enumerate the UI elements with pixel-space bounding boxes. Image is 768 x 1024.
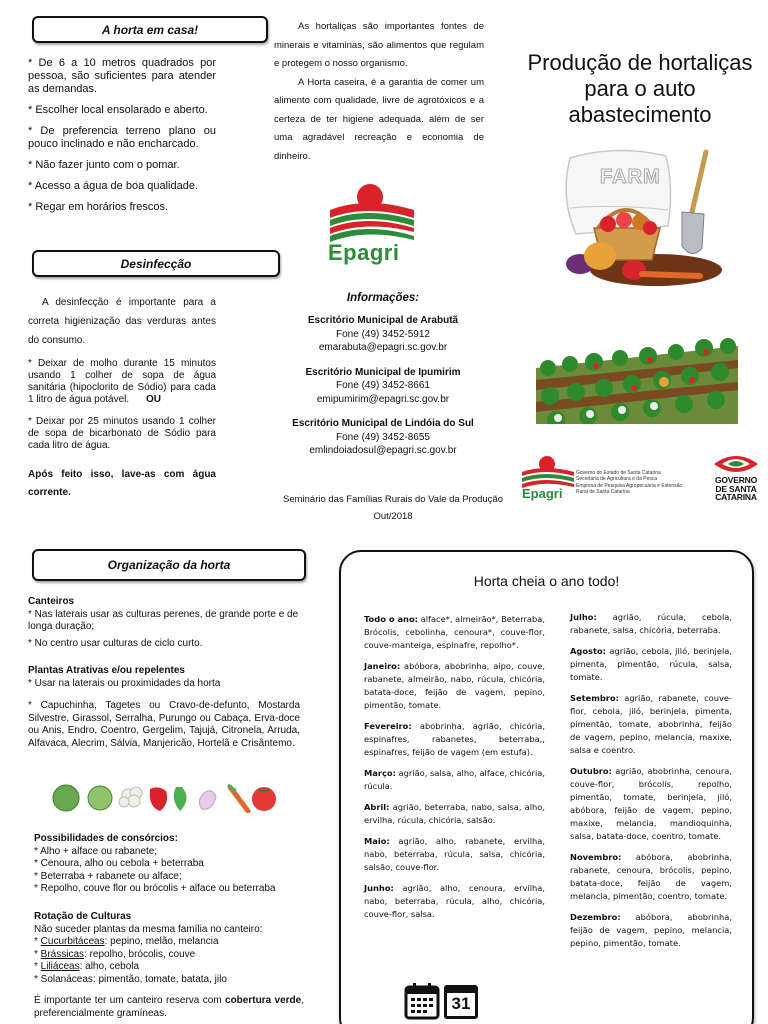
plantas-heading: Plantas Atrativas e/ou repelentes [28, 665, 185, 676]
vegetable-garden-illustration [536, 328, 738, 424]
bullet-3: * De preferencia terreno plano ou pouco inclinado e não encharcado. [28, 125, 216, 150]
cal-abril [364, 801, 545, 827]
bullet-1: * De 6 a 10 metros quadrados por pessoa, são suficientes para atender as demandas. [28, 57, 216, 95]
rotacao-rest-1: : pepino, melão, melancia [104, 936, 219, 947]
farm-sign-text: FARM [600, 166, 661, 188]
plantas-2: * Capuchinha, Tagetes ou Cravo-de-defunto, Mostarda Silvestre, Girassol, Serralha, Purungo ou Cabaça, Erva-doce ou Anis, Endro, Coentro, Gergelim, Tajujá, Citronela, Arruda, Alfavaca, Alecrim, Sálvia, Manjericão, Hortelã e Crisântemo. [28, 700, 300, 749]
desinf-p1: A desinfecção é importante para a correta higienização das verduras antes do consumo. [28, 297, 216, 346]
cal-setembro [570, 692, 732, 757]
office-1-email: emarabuta@epagri.sc.gov.br [318, 342, 448, 353]
office-2-email: emipumirim@epagri.sc.gov.br [316, 393, 450, 405]
office-3-phone: Fone (49) 3452-8655 [336, 431, 430, 443]
cal-julho-text: agrião, rúcula, cebola, rabanete, salsa, chicória, beterraba. [570, 612, 732, 635]
seminar-date: Out/2018 [373, 511, 413, 522]
consorcios-heading: Possibilidades de consórcios: [34, 833, 178, 844]
info-title: Informações: [346, 292, 420, 304]
cal-junho-text: agrião, alho, cenoura, ervilha, nabo, beterraba, rúcula, alho, chicória, couve-flor, salsa. [364, 883, 545, 919]
cal-marco-month: Março: [364, 768, 396, 778]
cal-junho-month: Junho: [364, 883, 394, 893]
bullet-5: * Acesso a água de boa qualidade. [28, 180, 199, 192]
rotacao-item-4: * Solanáceas: pimentão, tomate, batata, jilo [34, 973, 227, 985]
calendar-grid-icon [404, 982, 440, 1020]
footer-epagri-logo [520, 454, 576, 506]
cal-outubro-text: agrião, abobrinha, cenoura, couve-flor, brócolis, repolho, pimentão, tomate, berinjela, jiló, abóbora, feijão de vagem, pepino, maxixe, melancia, mandioquinha, salsa, batata-doce, coentro, tomate. [570, 766, 732, 841]
cal-julho-month: Julho: [570, 612, 597, 622]
office-3 [268, 417, 498, 458]
informacoes [268, 292, 498, 458]
cal-fevereiro-text: abobrinha, agrião, chicória, espinafres, rabanetes, beterraba,, espinafres, feijão de vagem (em estufa). [364, 721, 545, 757]
canteiros-heading: Canteiros [28, 596, 75, 607]
calendar-left-col [364, 613, 545, 929]
cal-outubro [570, 765, 732, 843]
bullet-4: * Não fazer junto com o pomar. [28, 159, 180, 171]
intro-p2: A Horta caseira, é a garantia de comer um alimento com qualidade, livre de agrotóxicos e a certeza de ter higiene adequada. além de ser uma agradável recreação e economia de dinheiro. [274, 76, 484, 162]
gov-sc-logo [708, 450, 764, 508]
desinfeccao-heading [32, 250, 280, 277]
desinf-ou: OU [145, 394, 161, 405]
office-2-phone: Fone (49) 3452-8661 [336, 380, 430, 391]
cal-maio [364, 835, 545, 874]
canteiros-1: * Nas laterais usar as culturas perenes, de grande porte e de longa duração; [28, 608, 299, 632]
organizacao-body [28, 596, 300, 750]
calendar-day-icon [444, 985, 478, 1019]
main-title: Produção de hortaliças para o auto abastecimento [527, 50, 753, 127]
cal-janeiro-month: Janeiro: [364, 661, 401, 671]
cal-janeiro-text: abóbora, abobrinha, aipo, couve, rabanete, almeirão, nabo, rúcula, chicória, batata-doce, feijão de vagem, pepino, pimentão, tomate. [364, 661, 545, 710]
cal-setembro-month: Setembro: [570, 693, 619, 703]
reserva-a: É importante ter um canteiro reserva com [34, 995, 226, 1006]
rotacao-fam-2: Brássicas [40, 948, 85, 960]
horta-bullets [28, 57, 216, 222]
rotacao-heading: Rotação de Culturas [34, 911, 132, 922]
reserva-b: cobertura verde [225, 995, 302, 1006]
cal-abril-text: agrião, beterraba, nabo, salsa, alho, ervilha, rúcula, chicória, salsão. [364, 802, 545, 825]
cal-maio-text: agrião, alho, rabanete, ervilha, nabo, beterraba, rúcula, salsa, chicória, salsão, couve-flor. [364, 836, 545, 872]
epagri-logo-text: Epagri [328, 240, 400, 265]
farm-illustration [556, 148, 726, 294]
consorcio-item-1: * Alho + alface ou rabanete; [34, 845, 158, 857]
cal-junho [364, 882, 545, 921]
sc-flag-icon [712, 450, 760, 476]
desinf-p2 [28, 358, 216, 406]
cal-outubro-month: Outubro: [570, 766, 612, 776]
gov-sc-text: GOVERNO DE SANTA CATARINA [714, 475, 758, 502]
rotacao-section [34, 911, 304, 1020]
cal-dezembro-month: Dezembro: [570, 912, 621, 922]
cal-setembro-text: agrião, rabanete, couve-flor, cebola, jiló, berinjela, pimenta, pimentão, tomate, abobrinha, feijão de vagem, pepino, melancia, maxixe, salsa e coentro. [570, 693, 732, 755]
rotacao-fam-3: Liliáceas [40, 961, 80, 972]
vegetable-garden-icon [536, 328, 738, 424]
desinfeccao-title: Desinfecção [120, 256, 192, 271]
office-1-phone: Fone (49) 3452-5912 [336, 328, 430, 340]
seminar-text: Seminário das Famílias Rurais do Vale da Produção [282, 494, 504, 505]
rotacao-item-1: * Cucurbitáceas: pepino, melão, melancia [34, 936, 219, 947]
cal-todo-ano [364, 613, 545, 652]
intro-p1: As hortaliças são importantes fontes de minerais e vitaminas, são alimentos que regulam e protegem o nosso organismo. [274, 21, 484, 69]
cal-novembro-month: Novembro: [570, 852, 622, 862]
office-2 [268, 366, 498, 407]
cal-dezembro-text: abóbora, abobrinha, feijão de vagem, pepino, melancia, pepino, pimentão, tomate. [570, 912, 732, 948]
desinfeccao-body [28, 293, 216, 502]
calendar-right-col [570, 611, 732, 958]
rotacao-item-2: * Brássicas: repolho, brócolis, couve [34, 948, 196, 960]
cal-agosto [570, 645, 732, 684]
cal-novembro [570, 851, 732, 903]
reserva-c: , preferencialmente gramíneas. [34, 995, 304, 1019]
organizacao-title: Organização da horta [107, 558, 231, 572]
horta-em-casa-heading [32, 16, 268, 43]
desinf-p4: Após feito isso, lave-as com água corrente. [28, 469, 216, 498]
cal-julho [570, 611, 732, 637]
canteiros-2: * No centro usar culturas de ciclo curto. [28, 637, 203, 649]
cal-abril-month: Abril: [364, 802, 390, 812]
consorcio-item-2: * Cenoura, alho ou cebola + beterraba [34, 858, 204, 869]
office-1-name: Escritório Municipal de Arabutã [307, 315, 459, 326]
calendar-day-number: 31 [451, 994, 471, 1013]
footer-gov-text: Governo do Estado de Santa Catarina Secretaria de Agricultura e da Pesca Empresa de Pesquisa Agropecuária e Extensão Rural de Santa Catarina [576, 470, 683, 495]
rotacao-rest-2: : repolho, brócolis, couve [84, 948, 196, 960]
cal-fevereiro [364, 720, 545, 759]
desinf-p2-text: * Deixar de molho durante 15 minutos usando 1 colher de sopa de água sanitária (hipoclorito de Sódio) para cada 1 litro de água potável. [28, 358, 216, 405]
office-2-name: Escritório Municipal de Ipumirim [305, 366, 461, 378]
cal-maio-month: Maio: [364, 836, 390, 846]
cal-todo-ano-month: Todo o ano: [364, 614, 418, 624]
cal-agosto-text: agrião, cebola, jiló, berinjela, pimenta, pimentão, rúcula, salsa, tomate. [570, 646, 732, 682]
cal-janeiro [364, 660, 545, 712]
cal-agosto-month: Agosto: [570, 646, 606, 656]
consorcio-item-4: * Repolho, couve flor ou brócolis + alface ou beterraba [34, 883, 276, 894]
reserva-note [34, 995, 304, 1020]
consorcios-section [34, 833, 300, 896]
rotacao-intro: Não suceder plantas da mesma família no canteiro: [34, 923, 263, 935]
cal-fevereiro-month: Fevereiro: [364, 721, 412, 731]
organizacao-heading [32, 549, 306, 581]
vegetables-row-icon [52, 783, 278, 813]
horta-em-casa-title: A horta em casa! [101, 22, 199, 37]
bullet-6: * Regar em horários frescos. [28, 201, 168, 213]
cal-marco-text: agrião, salsa, alho, alface, chicória, rúcula. [364, 768, 545, 791]
calendar-icons [404, 982, 480, 1022]
epagri-logo [326, 180, 418, 270]
rotacao-rest-3: : alho, cebola [79, 961, 140, 972]
cal-todo-ano-text: alface*, almeirão*, Beterraba, Brócolis, cebolinha, cenoura*, couve-flor, couve-manteiga, espinafre, repolho*. [364, 614, 545, 650]
seminar-info [268, 491, 518, 525]
office-3-name: Escritório Municipal de Lindóia do Sul [292, 418, 474, 429]
footer-epagri-text: Epagri [522, 486, 563, 501]
cal-novembro-text: abóbora, abobrinha, rabanete, cenoura, brócolis, pepino, batata-doce, feijão de vagem, melancia, pimentão, coentro, tomate. [570, 852, 732, 901]
intro-text [274, 18, 484, 166]
office-1 [268, 314, 498, 355]
bullet-2: * Escolher local ensolarado e aberto. [28, 104, 208, 116]
plantas-1: * Usar na laterais ou proximidades da horta [28, 677, 221, 689]
rotacao-item-3: * Liliáceas: alho, cebola [34, 961, 140, 972]
cal-dezembro [570, 911, 732, 950]
calendar-title: Horta cheia o ano todo! [473, 573, 620, 589]
desinf-p3: * Deixar por 25 minutos usando 1 colher de sopa de bicarbonato de Sódio para cada litro de água. [28, 416, 216, 451]
rotacao-fam-1: Cucurbitáceas [40, 936, 105, 947]
vegetable-icons-row [52, 783, 278, 813]
cal-marco [364, 767, 545, 793]
consorcio-item-3: * Beterraba + rabanete ou alface; [34, 870, 182, 882]
office-3-email: emlindoiadosul@epagri.sc.gov.br [309, 445, 457, 456]
